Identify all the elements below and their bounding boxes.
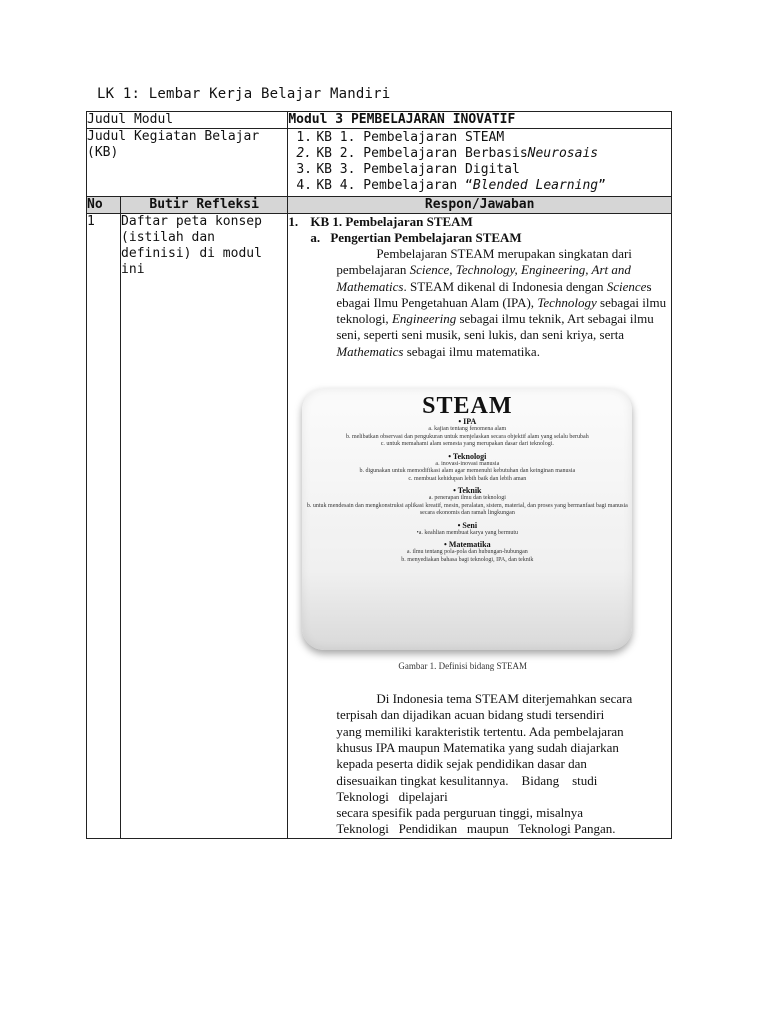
kb-list	[288, 129, 671, 196]
kb-text-italic: Blended Learning	[472, 178, 599, 193]
figure-section-heading: • Teknologi	[448, 451, 487, 461]
kb-num: 2.	[296, 146, 312, 161]
kb-list-item	[296, 146, 667, 162]
reflection-row-1	[87, 214, 672, 839]
row-number: 1	[87, 214, 121, 839]
figure-line: b. melibatkan observasi dan pengukuran untuk menjelaskan secara objektif alam yang selalu berubah	[345, 433, 589, 440]
figure-line: b. menyediakan bahasa bagi teknologi, IPA, dan teknik	[401, 556, 534, 563]
text-run: sebagai ilmu teknologi,	[336, 294, 667, 327]
figure-line: •a. keahlian membuat karya yang bermutu	[416, 529, 519, 536]
kb-heading-title: KB 1. Pembelajaran STEAM	[310, 214, 473, 229]
kb-num: 4.	[296, 178, 312, 193]
document-title: LK 1: Lembar Kerja Belajar Mandiri	[97, 86, 391, 102]
sub-heading-num: a.	[310, 230, 321, 245]
paragraph-line: terpisah dan dijadikan acuan bidang studi tersendiri	[336, 707, 605, 723]
kb-heading	[288, 214, 671, 230]
figure-line: b. untuk mendesain dan mengkonstruksi aplikasi kreatif, mesin, peralatan, sistem, material, dan proses yang bermanfaat bagi manusia secara ekonomis dan ramah lingkungan	[306, 502, 628, 517]
header-respon-jawaban: Respon/Jawaban	[288, 197, 672, 214]
figure-line: a. inovasi-inovasi manusia	[435, 460, 500, 467]
butir-refleksi-text: Daftar peta konsep (istilah dan definisi) di modul ini	[121, 214, 288, 839]
kb-text: KB 3. Pembelajaran Digital	[316, 162, 520, 177]
figure-section-heading: • Seni	[457, 520, 478, 530]
paragraph-line: Teknologi Pendidikan maupun Teknologi Pangan.	[336, 821, 616, 837]
header-no: No	[87, 197, 121, 214]
text-run: sebagai ilmu teknik, Art sebagai ilmu seni, seperti seni musik, seni lukis, dan seni kriya, serta	[336, 311, 654, 343]
figure-line: a. ilmu tentang pola-pola dan hubungan-hubungan	[406, 549, 528, 556]
figure-caption: Gambar 1. Definisi bidang STEAM	[398, 661, 528, 672]
steam-figure	[302, 388, 632, 650]
paragraph-line: Teknologi dipelajari	[336, 788, 448, 804]
paragraph-steam-indonesia	[336, 691, 671, 838]
text-run: sebagai ilmu matematika.	[403, 343, 540, 359]
kb-heading-num: 1.	[288, 214, 299, 229]
judul-modul-row	[87, 112, 672, 129]
text-run-italic: Mathematics	[336, 343, 404, 359]
text-run: s ebagai Ilmu Pengetahuan Alam (IPA),	[336, 278, 652, 310]
figure-title: STEAM	[422, 393, 513, 420]
figure-line: b. digunakan untuk memodifikasi alam agar memenuhi kebutuhan dan keinginan manusia	[359, 468, 576, 475]
kb-text: KB 4. Pembelajaran “	[316, 178, 473, 193]
sub-heading	[310, 230, 671, 246]
figure-line: a. kajian tentang fenomena alam	[428, 426, 507, 433]
respon-cell	[288, 214, 672, 839]
header-row	[87, 197, 672, 214]
judul-kb-row	[87, 129, 672, 197]
text-run-italic: Science	[606, 278, 647, 294]
figure-section-heading: • IPA	[458, 417, 477, 427]
text-run: Pembelajaran STEAM merupakan singkatan dari pembelajaran	[336, 246, 632, 278]
header-butir-refleksi: Butir Refleksi	[121, 197, 288, 214]
kb-list-item	[296, 178, 667, 194]
paragraph-line: Di Indonesia tema STEAM diterjemahkan secara	[376, 691, 633, 707]
kb-num: 1.	[296, 130, 312, 145]
judul-modul-value: Modul 3 PEMBELAJARAN INOVATIF	[288, 112, 672, 129]
figure-line: c. untuk memahami alam semesta yang merupakan dasar dari teknologi.	[380, 441, 554, 448]
sub-heading-title: Pengertian Pembelajaran STEAM	[330, 230, 522, 245]
kb-list-item	[296, 162, 667, 178]
judul-modul-label: Judul Modul	[87, 112, 288, 129]
kb-num: 3.	[296, 162, 312, 177]
paragraph-line: secara spesifik pada perguruan tinggi, misalnya	[336, 805, 584, 821]
judul-kb-label: Judul Kegiatan Belajar (KB)	[87, 129, 288, 197]
kb-text: KB 1. Pembelajaran STEAM	[316, 130, 505, 145]
kb-text-close-quote: ”	[598, 178, 606, 193]
kb-list-cell	[288, 129, 672, 197]
figure-line: c. membuat kehidupan lebih baik dan lebih aman	[408, 475, 527, 482]
figure-line: a. penerapan ilmu dan teknologi	[428, 495, 506, 502]
paragraph-line: khusus IPA maupun Matematika yang sudah diajarkan	[336, 739, 619, 755]
kb-text: KB 2. Pembelajaran Berbasis	[316, 146, 528, 161]
text-run-italic: Science, Technology, Engineering, Art and Mathematics	[336, 262, 631, 294]
paragraph-line: disesuaikan tingkat kesulitannya. Bidang studi	[336, 772, 598, 788]
text-run-italic: Engineering	[391, 311, 457, 327]
figure-section-heading: • Matematika	[444, 540, 491, 550]
figure-section-heading: • Teknik	[453, 486, 482, 496]
kb-text-italic: Neurosais	[527, 146, 599, 161]
text-run-italic: Technology	[537, 294, 597, 310]
kb-list-item	[296, 130, 667, 146]
worksheet-table	[86, 111, 672, 839]
text-run: . STEAM dikenal di Indonesia dengan	[403, 278, 607, 294]
paragraph-line: kepada peserta didik sejak pendidikan dasar dan	[336, 756, 587, 772]
paragraph-line: yang memiliki karakteristik tertentu. Ada pembelajaran	[336, 723, 624, 739]
paragraph-steam-definition	[336, 246, 671, 360]
